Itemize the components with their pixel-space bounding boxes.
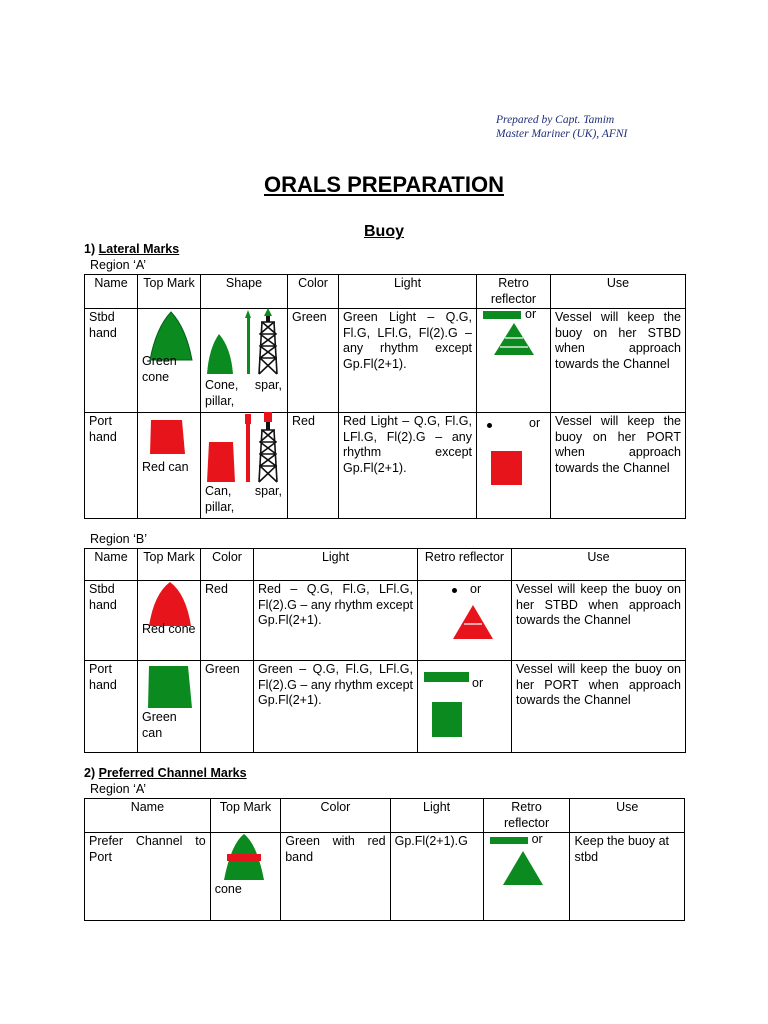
name-cell: Port hand — [85, 661, 138, 753]
light-cell: Red Light – Q.G, Fl.G, LFl.G, Fl(2).G – any rhythm except Gp.Fl(2+1). — [339, 413, 477, 519]
topmark-caption: Red cone — [142, 622, 196, 636]
green-triangle-icon — [493, 322, 535, 356]
prepared-line-1: Prepared by Capt. Tamim — [496, 114, 615, 126]
retro-or: or — [529, 416, 541, 430]
use-cell: Vessel will keep the buoy on her STBD when approach towards the Channel — [512, 581, 686, 661]
region-a-table — [84, 274, 686, 519]
topmark-caption: cone — [214, 882, 242, 896]
green-triangle-icon — [502, 850, 544, 886]
green-bar-icon — [424, 672, 469, 682]
table-header-row — [85, 549, 686, 581]
header-cell: Use — [570, 799, 685, 833]
retro-cell — [418, 661, 512, 753]
retro-or: or — [472, 676, 484, 690]
table-row — [85, 581, 686, 661]
section-title: Lateral Marks — [98, 242, 180, 256]
header-cell: Color — [201, 549, 254, 581]
name-cell: Stbd hand — [85, 309, 138, 413]
table-row — [85, 309, 686, 413]
header-cell: Top Mark — [210, 799, 281, 833]
topmark-cell — [138, 413, 201, 519]
header-cell: Name — [85, 275, 138, 309]
preferred-region-label: Region ‘A’ — [90, 782, 147, 796]
name-cell: Stbd hand — [85, 581, 138, 661]
table-header-row — [85, 275, 686, 309]
color-cell: Red — [288, 413, 339, 519]
use-cell: Keep the buoy at stbd — [570, 833, 685, 921]
red-can-icon — [148, 418, 188, 456]
shape-cell — [201, 413, 288, 519]
cone-spar-pillar-icon — [203, 304, 285, 376]
green-can-icon — [146, 664, 196, 710]
preferred-table — [84, 798, 685, 921]
green-square-icon — [432, 702, 462, 737]
header-cell: Use — [551, 275, 686, 309]
topmark-cell — [138, 309, 201, 413]
retro-cell — [477, 309, 551, 413]
retro-or: or — [525, 307, 537, 321]
shape-caption: Cone, spar, pillar, — [205, 378, 282, 408]
header-cell: Retro reflector — [418, 549, 512, 581]
header-cell: Shape — [201, 275, 288, 309]
topmark-caption: Red can — [142, 460, 189, 474]
retro-or: or — [531, 832, 543, 846]
light-cell: Red – Q.G, Fl.G, LFl.G, Fl(2).G – any rhythm except Gp.Fl(2+1). — [254, 581, 418, 661]
retro-or: or — [470, 582, 482, 596]
region-a-label: Region ‘A’ — [90, 258, 147, 272]
retro-cell — [483, 833, 570, 921]
retro-cell — [418, 581, 512, 661]
use-cell: Vessel will keep the buoy on her PORT when approach towards the Channel — [551, 413, 686, 519]
dot-icon — [452, 588, 457, 593]
section-lateral-heading — [84, 242, 179, 256]
header-cell: Name — [85, 549, 138, 581]
topmark-cell — [138, 661, 201, 753]
name-cell: Port hand — [85, 413, 138, 519]
shape-cell — [201, 309, 288, 413]
topmark-cell — [210, 833, 281, 921]
header-cell: Name — [85, 799, 211, 833]
color-cell: Green — [288, 309, 339, 413]
use-cell: Vessel will keep the buoy on her STBD when approach towards the Channel — [551, 309, 686, 413]
red-square-icon — [491, 451, 522, 485]
color-cell: Green with red band — [281, 833, 390, 921]
light-cell: Green Light – Q.G, Fl.G, LFl.G, Fl(2).G – any rhythm except Gp.Fl(2+1). — [339, 309, 477, 413]
page-subtitle: Buoy — [364, 223, 404, 240]
retro-cell — [477, 413, 551, 519]
header-cell: Color — [288, 275, 339, 309]
section-number: 1) — [84, 242, 96, 256]
region-b-label: Region ‘B’ — [90, 532, 147, 546]
header-cell: Top Mark — [138, 275, 201, 309]
green-red-band-cone-icon — [219, 832, 269, 882]
table-row — [85, 661, 686, 753]
header-cell: Light — [254, 549, 418, 581]
table-row — [85, 413, 686, 519]
color-cell: Green — [201, 661, 254, 753]
topmark-cell — [138, 581, 201, 661]
header-cell: Light — [390, 799, 483, 833]
section-number: 2) — [84, 766, 96, 780]
prepared-line-2: Master Mariner (UK), AFNI — [496, 128, 628, 140]
header-cell: Top Mark — [138, 549, 201, 581]
prepared-by — [496, 113, 627, 141]
header-cell: Retro reflector — [483, 799, 570, 833]
can-spar-pillar-icon — [203, 412, 285, 484]
red-cone-icon — [146, 580, 196, 628]
red-triangle-icon — [452, 604, 494, 640]
shape-caption: Can, spar, pillar, — [205, 484, 282, 514]
use-cell: Vessel will keep the buoy on her PORT when approach towards the Channel — [512, 661, 686, 753]
section-title: Preferred Channel Marks — [98, 766, 247, 780]
color-cell: Red — [201, 581, 254, 661]
green-bar-icon — [490, 837, 528, 844]
header-cell: Light — [339, 275, 477, 309]
light-cell: Gp.Fl(2+1).G — [390, 833, 483, 921]
header-cell: Color — [281, 799, 390, 833]
name-cell: Prefer Channel to Port — [85, 833, 211, 921]
topmark-caption: Green cone — [142, 354, 177, 384]
region-b-table — [84, 548, 686, 753]
dot-icon — [487, 423, 492, 428]
header-cell: Use — [512, 549, 686, 581]
table-header-row — [85, 799, 685, 833]
light-cell: Green – Q.G, Fl.G, LFl.G, Fl(2).G – any rhythm except Gp.Fl(2+1). — [254, 661, 418, 753]
header-cell: Retro reflector — [477, 275, 551, 309]
topmark-caption: Green can — [142, 710, 177, 740]
table-row — [85, 833, 685, 921]
page-title: ORALS PREPARATION — [264, 172, 504, 197]
green-bar-icon — [483, 311, 521, 319]
section-preferred-heading — [84, 766, 247, 780]
